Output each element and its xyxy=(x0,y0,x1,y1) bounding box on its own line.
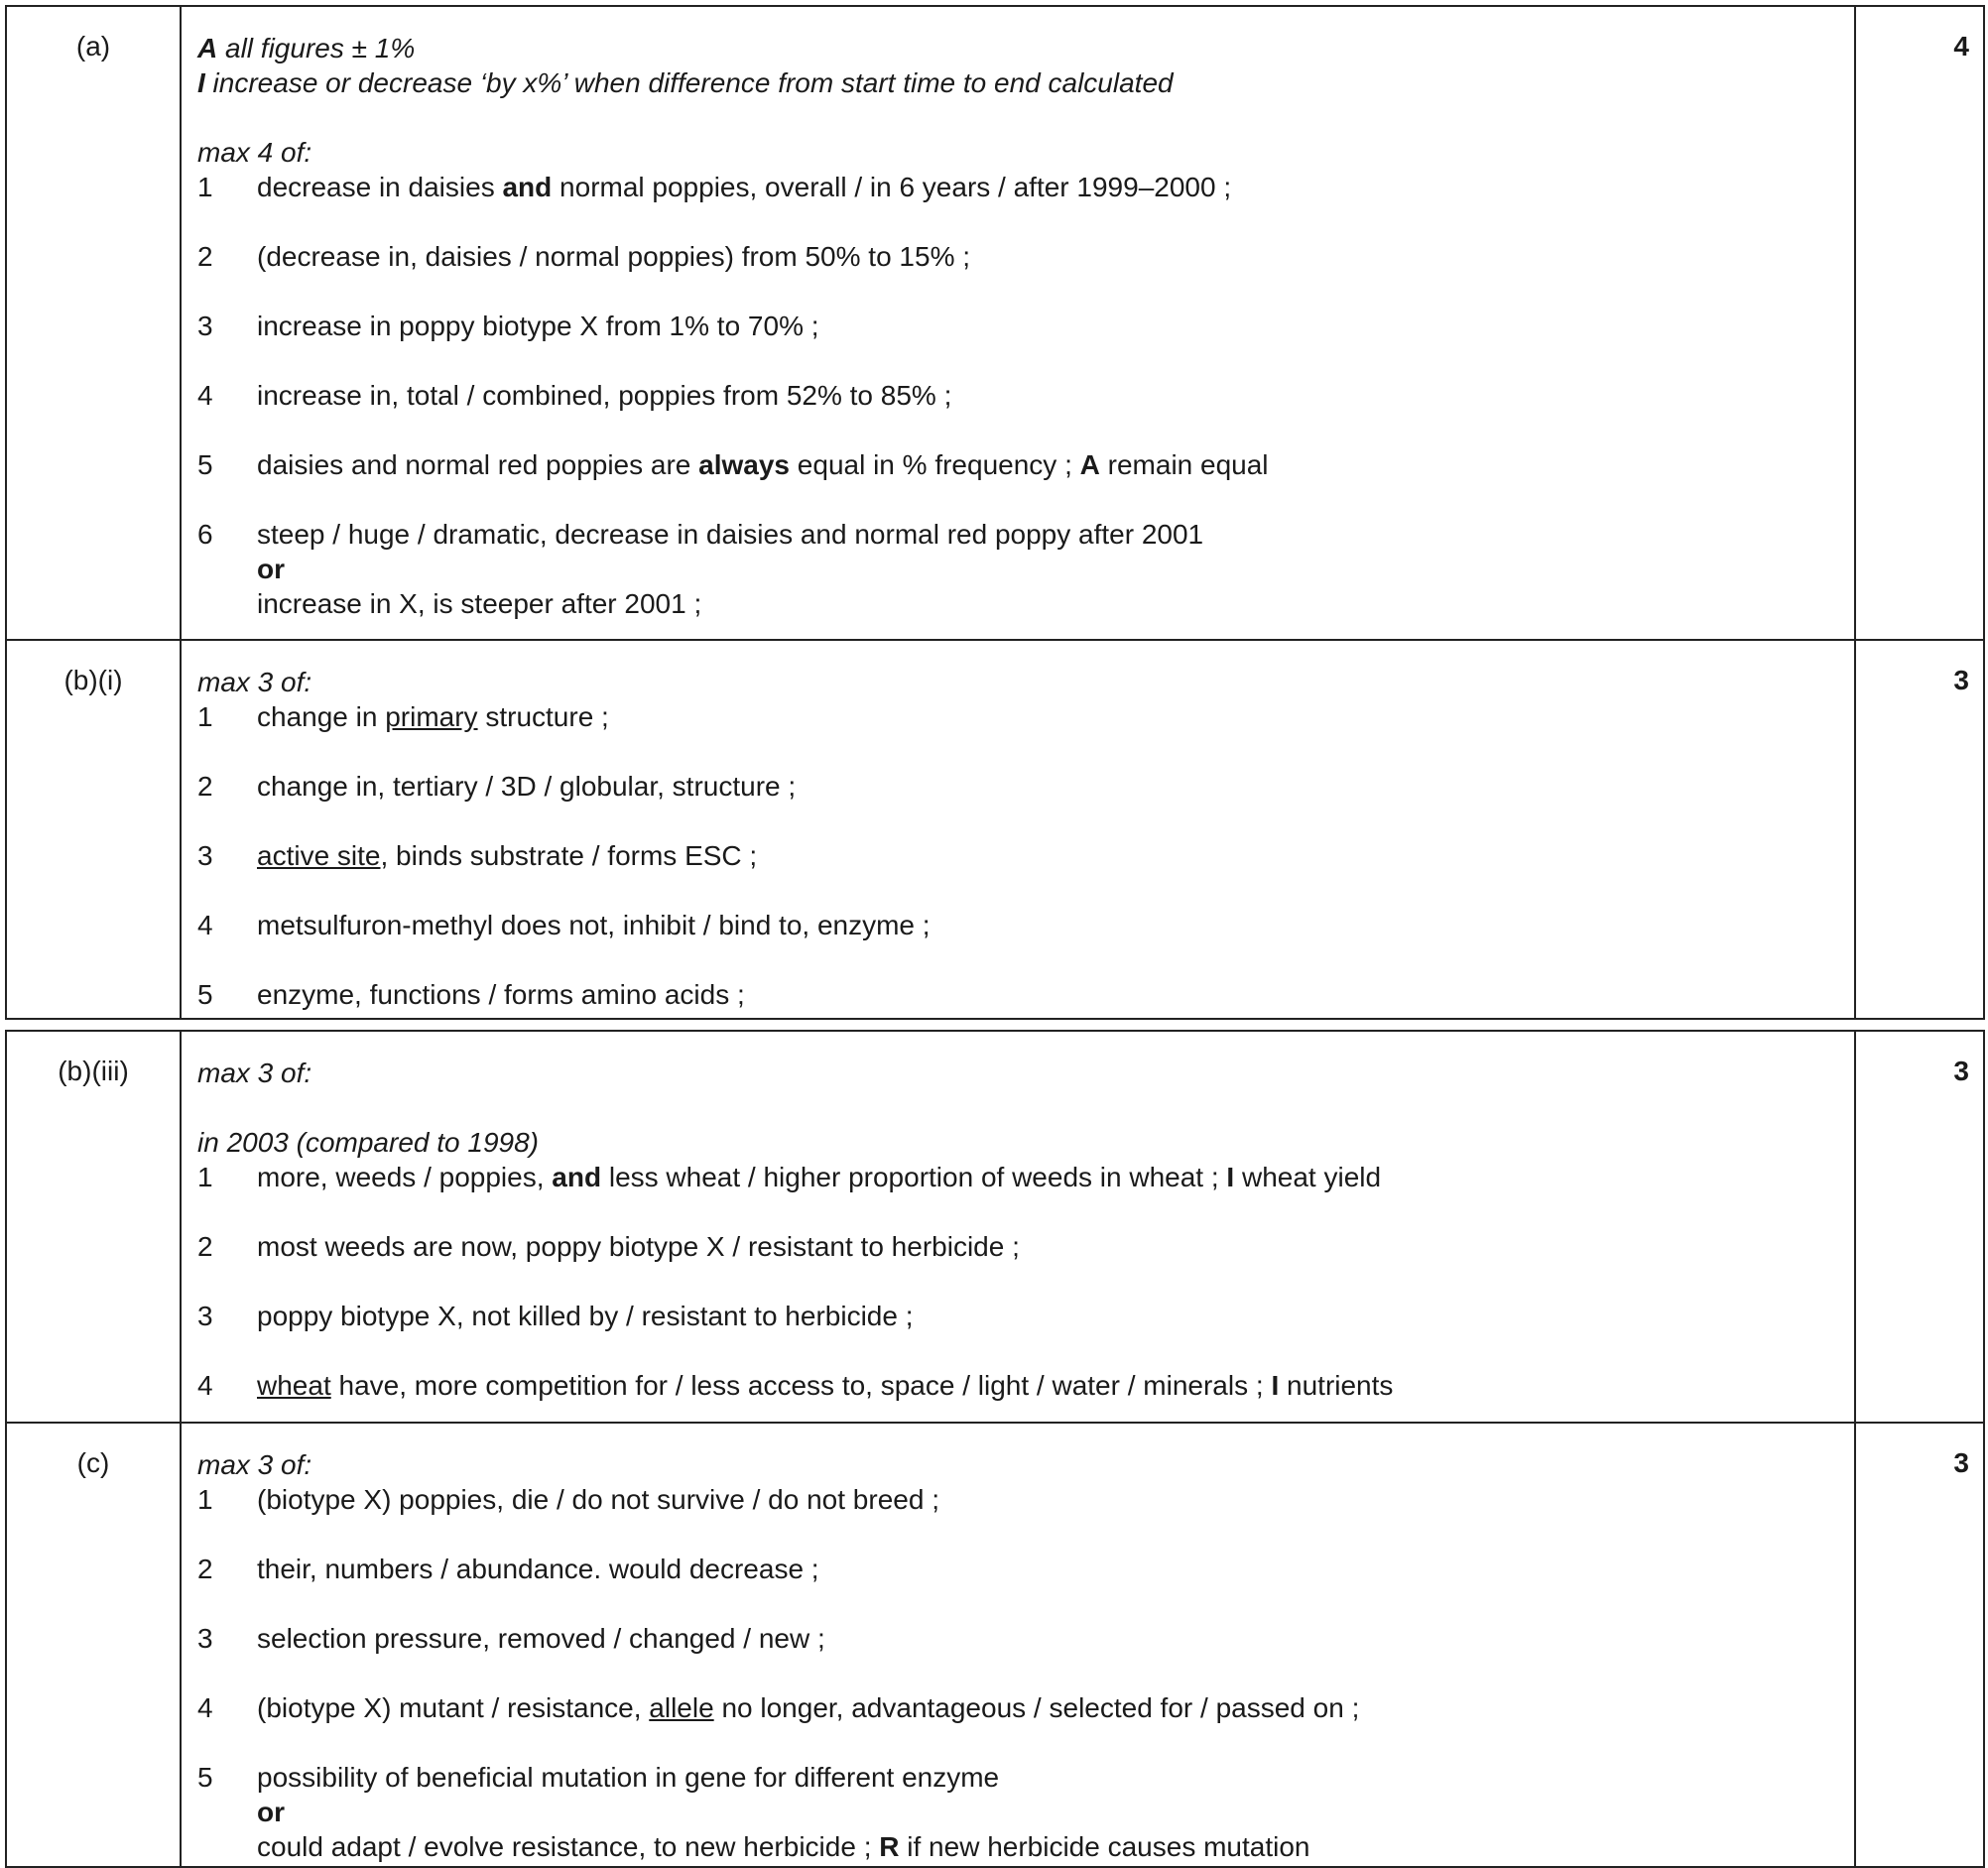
marking-note: I increase or decrease ‘by x%’ when difference from start time to end calculated xyxy=(197,67,1174,98)
list-item: 2 (decrease in, daisies / normal poppies) from 50% to 15% ; xyxy=(197,241,971,272)
list-item: 4 wheat have, more competition for / less access to, space / light / water / minerals ; I nutrients xyxy=(197,1370,1394,1401)
list-item: 4 increase in, total / combined, poppies from 52% to 85% ; xyxy=(197,380,952,411)
list-item: 2 change in, tertiary / 3D / globular, structure ; xyxy=(197,771,797,802)
mark-scheme-table-1 xyxy=(5,5,1985,1020)
row-b-iii xyxy=(7,1032,1983,1422)
list-item: 6 steep / huge / dramatic, decrease in daisies and normal red poppy after 2001 or increase in X, is steeper after 2001 ; xyxy=(197,519,1204,619)
row-c xyxy=(7,1422,1983,1866)
max-header: max 3 of: xyxy=(197,1449,312,1480)
list-item: 5 enzyme, functions / forms amino acids ; xyxy=(197,979,745,1010)
list-item: 4 (biotype X) mutant / resistance, allele no longer, advantageous / selected for / passed on ; xyxy=(197,1692,1360,1723)
question-id: (b)(i) xyxy=(7,641,182,1018)
question-id: (b)(iii) xyxy=(7,1032,182,1422)
row-a xyxy=(7,7,1983,639)
mark-value: 4 xyxy=(1953,31,1969,62)
marking-note: A all figures ± 1% xyxy=(197,33,416,63)
mark-value: 3 xyxy=(1953,665,1969,695)
question-id: (c) xyxy=(7,1424,182,1866)
sub-header: in 2003 (compared to 1998) xyxy=(197,1127,539,1158)
list-item: 1 change in primary structure ; xyxy=(197,701,609,732)
list-item: 3 selection pressure, removed / changed / new ; xyxy=(197,1623,825,1654)
list-item: 2 most weeds are now, poppy biotype X / resistant to herbicide ; xyxy=(197,1231,1020,1262)
list-item: 5 daisies and normal red poppies are always equal in % frequency ; A remain equal xyxy=(197,449,1269,480)
answer-body xyxy=(182,1424,1856,1866)
answer-body xyxy=(182,641,1856,1018)
max-header: max 3 of: xyxy=(197,667,312,697)
list-item: 2 their, numbers / abundance. would decrease ; xyxy=(197,1554,819,1584)
mark-value: 3 xyxy=(1953,1056,1969,1086)
mark-scheme-table-2 xyxy=(5,1030,1985,1868)
list-item: 3 active site, binds substrate / forms ESC ; xyxy=(197,840,758,871)
max-header: max 4 of: xyxy=(197,137,312,168)
answer-body xyxy=(182,7,1856,639)
list-item: 1 more, weeds / poppies, and less wheat / higher proportion of weeds in wheat ; I wheat yield xyxy=(197,1162,1382,1192)
list-item: 3 increase in poppy biotype X from 1% to 70% ; xyxy=(197,311,819,341)
list-item: 4 metsulfuron-methyl does not, inhibit / bind to, enzyme ; xyxy=(197,910,931,940)
list-item: 1 (biotype X) poppies, die / do not survive / do not breed ; xyxy=(197,1484,939,1515)
answer-body xyxy=(182,1032,1856,1422)
list-item: 5 possibility of beneficial mutation in gene for different enzyme or could adapt / evolve resistance, to new herbicide ; R if new herbicide causes mutation xyxy=(197,1762,1310,1862)
question-id: (a) xyxy=(7,7,182,639)
list-item: 1 decrease in daisies and normal poppies, overall / in 6 years / after 1999–2000 ; xyxy=(197,172,1232,202)
mark-value: 3 xyxy=(1953,1447,1969,1478)
max-header: max 3 of: xyxy=(197,1058,312,1088)
row-b-i xyxy=(7,639,1983,1018)
list-item: 3 poppy biotype X, not killed by / resistant to herbicide ; xyxy=(197,1301,914,1331)
